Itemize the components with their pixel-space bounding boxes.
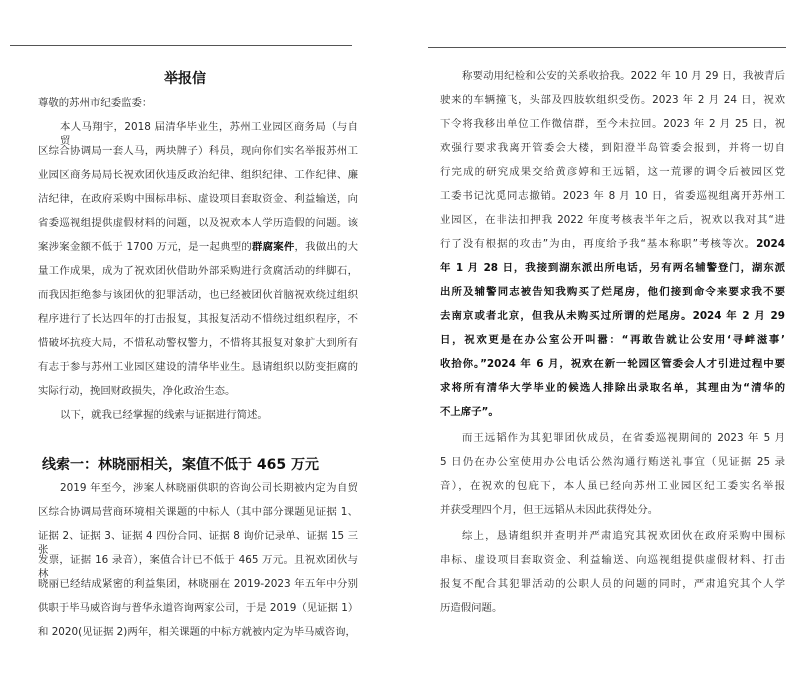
text-run: 洁纪律，在政府采购中围标串标、虚设项目套取资金、利益输送，向 bbox=[38, 193, 358, 205]
text-run: 省委巡视组提供虚假材料的问题，以及祝欢本人学历造假的问题。该 bbox=[38, 217, 358, 229]
text-run: 综上，恳请组织并查明并严肃追究其祝欢团伙在政府采购中围标 bbox=[462, 530, 785, 542]
right-page bbox=[440, 0, 785, 684]
text-run: 下令将我移出单位工作微信群，至今未拉回。2023 年 2 月 25 日，祝 bbox=[440, 118, 785, 130]
text-run: 有志于参与苏州工业园区建设的清华毕业生。恳请组织以防变拒腐的 bbox=[38, 361, 358, 373]
text-run: 5 日仍在办公室使用办公电话公然沟通行贿送礼事宜（见证据 25 录 bbox=[440, 456, 785, 468]
text-run: 行完成的研究成果交给黄彦婷和王远韬，这一荒谬的调令后被园区党 bbox=[440, 166, 785, 178]
text-run: 发票，证据 16 录音），案值合计已不低于 465 万元。且祝欢团伙与林 bbox=[38, 554, 358, 580]
text-run: 案涉案金额不低于 1700 万元，是一起典型的 bbox=[38, 241, 253, 253]
paragraph-line bbox=[440, 455, 785, 469]
text-run: 实际行动，挽回财政损失，净化政治生态。 bbox=[38, 385, 236, 397]
text-run: 证据 2、证据 3、证据 4 四份合同、证据 8 询价记录单、证据 15 三张 bbox=[38, 530, 358, 556]
paragraph-line bbox=[38, 577, 358, 591]
paragraph-line bbox=[38, 336, 358, 350]
text-run: 和 2020(见证据 2)两年，相关课题的中标方就被内定为毕马威咨询， bbox=[38, 626, 356, 638]
paragraph-line bbox=[440, 357, 785, 371]
text-run: 欢强行要求我离开管委会大楼，到阳澄半岛管委会报到，并将一切自 bbox=[440, 142, 785, 154]
bold-text: 不上席子”。 bbox=[440, 406, 499, 418]
paragraph-line bbox=[440, 93, 785, 107]
paragraph-line bbox=[440, 117, 785, 131]
text-run: 业园区商务局局长祝欢团伙违反政治纪律、组织纪律、工作纪律、廉 bbox=[38, 169, 358, 181]
paragraph-line bbox=[462, 69, 785, 83]
paragraph-line bbox=[440, 577, 785, 591]
paragraph-line bbox=[38, 240, 358, 254]
text-run: 而我因拒绝参与该团伙的犯罪活动，也已经被团伙首脑祝欢绕过组织 bbox=[38, 289, 358, 301]
text-run: 2019 年至今，涉案人林晓丽供职的咨询公司长期被内定为自贸 bbox=[60, 482, 358, 494]
paragraph-line bbox=[440, 601, 785, 615]
paragraph-line bbox=[38, 312, 358, 326]
bold-text: 去南京或者北京，但我从未购买过所谓的烂尾房。2024 年 2 月 29 bbox=[440, 310, 785, 322]
bold-text: 年 1 月 28 日，我接到湖东派出所电话，另有两名辅警登门，湖东派 bbox=[440, 262, 785, 274]
bold-text: 群腐案件 bbox=[252, 241, 295, 253]
text-run: 历造假问题。 bbox=[440, 602, 503, 614]
text-run: 区综合协调局营商环境相关课题的中标人（其中部分课题见证据 1、 bbox=[38, 506, 358, 518]
text-run: 音），在祝欢的包庇下，本人虽已经向苏州工业园区纪工委实名举报 bbox=[440, 480, 785, 492]
paragraph-line bbox=[440, 479, 785, 493]
paragraph-line bbox=[440, 553, 785, 567]
paragraph-line bbox=[440, 333, 785, 347]
section-heading: 线索一：林晓丽相关，案值不低于 465 万元 bbox=[42, 457, 319, 473]
text-run: ，我做出的大 bbox=[294, 241, 359, 253]
paragraph-line bbox=[462, 431, 785, 445]
paragraph-line bbox=[38, 288, 358, 302]
paragraph-line bbox=[440, 285, 785, 299]
paragraph-line bbox=[440, 213, 785, 227]
left-page bbox=[38, 0, 358, 684]
paragraph-line bbox=[38, 505, 358, 519]
paragraph-line bbox=[38, 192, 358, 206]
paragraph-line bbox=[440, 503, 785, 517]
bold-text: 日，祝欢更是在办公室公开叫嚣：“再敢告就让公安用‘寻衅滋事’ bbox=[440, 334, 785, 346]
text-run: 晓丽已经结成紧密的利益集团，林晓丽在 2019-2023 年五年中分别 bbox=[38, 578, 358, 590]
paragraph-line bbox=[440, 189, 785, 203]
salutation: 尊敬的苏州市纪委监委： bbox=[38, 97, 153, 109]
text-run: 而王远韬作为其犯罪团伙成员，在省委巡视期间的 2023 年 5 月 bbox=[462, 432, 785, 444]
paragraph-line bbox=[440, 381, 785, 395]
text-run: 工委书记沈觅同志撤销。2023 年 8 月 10 日，省委巡视组离开苏州工 bbox=[440, 190, 785, 202]
paragraph-line bbox=[440, 261, 785, 275]
paragraph-line bbox=[440, 405, 785, 419]
paragraph-line bbox=[60, 481, 358, 495]
paragraph-line bbox=[38, 144, 358, 158]
text-run: 本人马翔宇，2018 届清华毕业生，苏州工业园区商务局（与自贸 bbox=[60, 121, 358, 147]
text-run: 程序进行了长达四年的打击报复，其报复活动不惜绕过组织程序，不 bbox=[38, 313, 358, 325]
text-run: 报复不配合其犯罪活动的公职人员的问题的同时，严肃追究其个人学 bbox=[440, 578, 785, 590]
paragraph-line bbox=[60, 408, 358, 422]
bold-text: 2024 bbox=[756, 238, 785, 250]
page-title: 举报信 bbox=[164, 71, 206, 87]
text-run: 以下，就我已经掌握的线索与证据进行简述。 bbox=[60, 409, 268, 421]
paragraph-line bbox=[38, 360, 358, 374]
text-run: 业园区，在非法扣押我 2022 年度考核表半年之后，祝欢以我对其“进 bbox=[440, 214, 785, 226]
paragraph-line bbox=[38, 216, 358, 230]
paragraph-line bbox=[440, 309, 785, 323]
text-run: 串标、虚设项目套取资金、利益输送、向巡视组提供虚假材料、打击 bbox=[440, 554, 785, 566]
text-run: 惜破坏抗疫大局，不惜私动警权警力，不惜将其报复对象扩大到所有 bbox=[38, 337, 358, 349]
paragraph-line bbox=[38, 264, 358, 278]
paragraph-line bbox=[38, 384, 358, 398]
text-run: 驶来的车辆撞飞，头部及四肢软组织受伤。2023 年 2 月 24 日，祝欢 bbox=[440, 94, 785, 106]
paragraph-line bbox=[462, 529, 785, 543]
text-run: 称要动用纪检和公安的关系收拾我。2022 年 10 月 29 日，我被青后 bbox=[462, 70, 785, 82]
paragraph-line bbox=[38, 168, 358, 182]
text-run: 区综合协调局一套人马，两块牌子）科员，现向你们实名举报苏州工 bbox=[38, 145, 358, 157]
text-run: 行了没有根据的攻击”为由，再度给予我“基本称职”考核等次。 bbox=[440, 238, 757, 250]
bold-text: 出所及辅警同志被告知我购买了烂尾房，他们接到命令来要求我不要 bbox=[440, 286, 785, 298]
text-run: 并获受理四个月，但王远韬从未因此获得处分。 bbox=[440, 504, 659, 516]
text-run: 量工作成果，成为了祝欢团伙借助外部采购进行贪腐活动的绊脚石， bbox=[38, 265, 358, 277]
bold-text: 收拾你。”2024 年 6 月，祝欢在新一轮园区管委会人才引进过程中要 bbox=[440, 358, 785, 370]
text-run: 供职于毕马威咨询与普华永道咨询两家公司，于是 2019（见证据 1） bbox=[38, 602, 359, 614]
paragraph-line bbox=[440, 165, 785, 179]
paragraph-line bbox=[440, 237, 785, 251]
paragraph-line bbox=[38, 625, 358, 639]
bold-text: 求将所有清华大学毕业的候选人排除出录取名单，其理由为“清华的 bbox=[440, 382, 785, 394]
paragraph-line bbox=[440, 141, 785, 155]
paragraph-line bbox=[38, 601, 358, 615]
